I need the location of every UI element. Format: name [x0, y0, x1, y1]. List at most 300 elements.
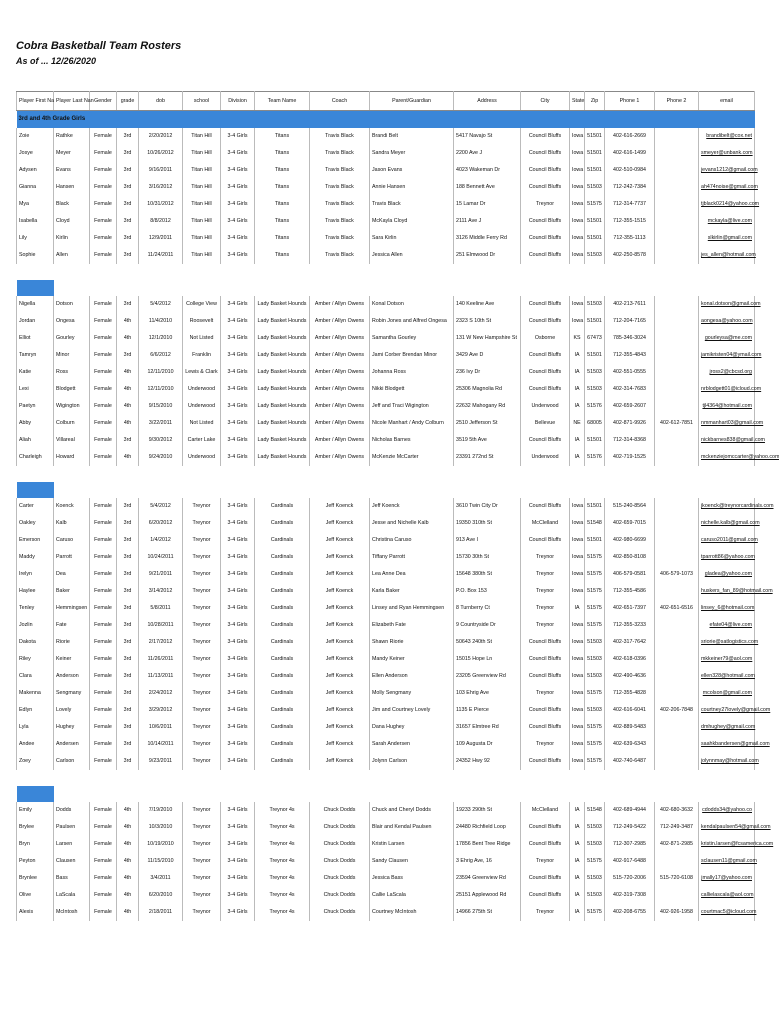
cell-last-name: Koenck — [54, 498, 90, 515]
cell-dob: 12/11/2010 — [139, 364, 183, 381]
cell-coach: Jeff Koenck — [310, 498, 370, 515]
cell-gender: Female — [90, 381, 117, 398]
cell-first-name: Edlyn — [17, 702, 54, 719]
cell-first-name: Elliot — [17, 330, 54, 347]
cell-email[interactable]: kristin.larsen@fcsamerica.com — [699, 836, 755, 853]
cell-coach: Jeff Koenck — [310, 600, 370, 617]
cell-state: Iowa — [570, 128, 585, 145]
cell-phone-1: 402-850-8108 — [605, 549, 655, 566]
cell-team-name: Lady Basket Hounds — [255, 330, 310, 347]
cell-division: 3-4 Girls — [221, 904, 255, 921]
cell-email[interactable]: aongesa@yahoo.com — [699, 313, 755, 330]
cell-team-name: Lady Basket Hounds — [255, 296, 310, 313]
cell-zip: 51575 — [585, 549, 605, 566]
cell-email[interactable]: smeyer@unbank.com — [699, 145, 755, 162]
cell-dob: 9/23/2011 — [139, 753, 183, 770]
cell-city: Council Bluffs — [521, 128, 570, 145]
cell-grade: 3rd — [117, 617, 139, 634]
cell-address: 24352 Hwy 92 — [454, 753, 521, 770]
cell-phone-2 — [655, 432, 699, 449]
cell-coach: Amber / Allyn Owens — [310, 313, 370, 330]
cell-state: IA — [570, 364, 585, 381]
cell-division: 3-4 Girls — [221, 432, 255, 449]
cell-gender: Female — [90, 651, 117, 668]
cell-team-name: Cardinals — [255, 651, 310, 668]
cell-dob: 10/14/2011 — [139, 736, 183, 753]
column-header: State — [570, 92, 585, 111]
cell-team-name: Cardinals — [255, 668, 310, 685]
cell-parent: McKayla Cloyd — [370, 213, 454, 230]
cell-school: College View — [183, 296, 221, 313]
cell-city: Council Bluffs — [521, 381, 570, 398]
cell-phone-1: 402-213-7611 — [605, 296, 655, 313]
cell-gender: Female — [90, 753, 117, 770]
cell-state: IA — [570, 904, 585, 921]
cell-gender: Female — [90, 904, 117, 921]
cell-gender: Female — [90, 719, 117, 736]
cell-school: Treynor — [183, 651, 221, 668]
cell-address: 15015 Hope Ln — [454, 651, 521, 668]
cell-first-name: Emerson — [17, 532, 54, 549]
cell-last-name: Paulsen — [54, 819, 90, 836]
cell-zip: 51501 — [585, 313, 605, 330]
cell-email[interactable]: jevans1212@gmail.com — [699, 162, 755, 179]
cell-parent: Linsey and Ryan Hemmingsen — [370, 600, 454, 617]
cell-city: McClelland — [521, 802, 570, 819]
cell-email[interactable]: huskers_fan_89@hotmail.com — [699, 583, 755, 600]
table-row — [17, 819, 755, 836]
cell-email[interactable]: courtmac5@icloud.com — [699, 904, 755, 921]
cell-email[interactable]: mcolson@gmail.com — [699, 685, 755, 702]
cell-team-name: Treynor 4s — [255, 853, 310, 870]
cell-parent: Shawn Riorie — [370, 634, 454, 651]
cell-email[interactable]: nichelle.kalb@gmail.com — [699, 515, 755, 532]
cell-address: 19233 290th St — [454, 802, 521, 819]
cell-coach: Jeff Koenck — [310, 651, 370, 668]
column-header: grade — [117, 92, 139, 111]
cell-email[interactable]: jolynnmay@hotmail.com — [699, 753, 755, 770]
table-row — [17, 515, 755, 532]
cell-team-name: Treynor 4s — [255, 904, 310, 921]
cell-division: 3-4 Girls — [221, 753, 255, 770]
cell-division: 3-4 Girls — [221, 179, 255, 196]
cell-zip: 51501 — [585, 230, 605, 247]
cell-email[interactable]: slkirlin@gmail.com — [699, 230, 755, 247]
cell-last-name: Sengmany — [54, 685, 90, 702]
cell-zip: 51576 — [585, 449, 605, 466]
cell-address: 3 Ehrig Ave, 16 — [454, 853, 521, 870]
cell-state: Iowa — [570, 549, 585, 566]
cell-phone-2: 402-206-7848 — [655, 702, 699, 719]
cell-phone-2 — [655, 213, 699, 230]
cell-dob: 10/24/2011 — [139, 549, 183, 566]
cell-phone-1: 402-659-2607 — [605, 398, 655, 415]
cell-state: Iowa — [570, 179, 585, 196]
cell-coach: Amber / Allyn Owens — [310, 432, 370, 449]
cell-address: 22632 Mahogany Rd — [454, 398, 521, 415]
cell-email[interactable]: courtney27lovely@gmail.com — [699, 702, 755, 719]
cell-team-name: Cardinals — [255, 736, 310, 753]
cell-parent: Dana Hughey — [370, 719, 454, 736]
cell-coach: Jeff Koenck — [310, 736, 370, 753]
cell-first-name: Abby — [17, 415, 54, 432]
cell-phone-2 — [655, 364, 699, 381]
cell-email[interactable]: ah474noise@gmail.com — [699, 179, 755, 196]
column-header: Player Last Nan — [54, 92, 90, 111]
cell-phone-2 — [655, 347, 699, 364]
cell-state: IA — [570, 853, 585, 870]
cell-address: 31657 Elmtree Rd — [454, 719, 521, 736]
cell-school: Not Listed — [183, 330, 221, 347]
cell-email[interactable]: nickbarnes838@gmail.com — [699, 432, 755, 449]
cell-gender: Female — [90, 398, 117, 415]
table-row — [17, 549, 755, 566]
cell-phone-2 — [655, 313, 699, 330]
cell-gender: Female — [90, 179, 117, 196]
cell-email[interactable]: tparrott86@yahoo.com — [699, 549, 755, 566]
cell-phone-2: 402-871-2985 — [655, 836, 699, 853]
cell-team-name: Cardinals — [255, 532, 310, 549]
cell-zip: 51503 — [585, 870, 605, 887]
cell-email[interactable]: cdodds34@yahoo.co — [699, 802, 755, 819]
cell-phone-2 — [655, 753, 699, 770]
cell-phone-1: 402-719-1525 — [605, 449, 655, 466]
cell-gender: Female — [90, 313, 117, 330]
cell-last-name: Anderson — [54, 668, 90, 685]
cell-first-name: Nigella — [17, 296, 54, 313]
cell-last-name: Parrott — [54, 549, 90, 566]
table-row — [17, 904, 755, 921]
cell-parent: Robin Jones and Alfred Ongesa — [370, 313, 454, 330]
cell-gender: Female — [90, 802, 117, 819]
cell-email[interactable]: mckayla@live.com — [699, 213, 755, 230]
cell-phone-2 — [655, 617, 699, 634]
cell-coach: Chuck Dodds — [310, 870, 370, 887]
table-row — [17, 230, 755, 247]
cell-school: Treynor — [183, 566, 221, 583]
cell-address: 3429 Ave D — [454, 347, 521, 364]
cell-team-name: Lady Basket Hounds — [255, 415, 310, 432]
cell-grade: 3rd — [117, 719, 139, 736]
cell-parent: Annie Hansen — [370, 179, 454, 196]
group-separator — [17, 786, 755, 802]
cell-division: 3-4 Girls — [221, 634, 255, 651]
cell-division: 3-4 Girls — [221, 887, 255, 904]
cell-email[interactable]: nmmanhart03@gmail.com — [699, 415, 755, 432]
cell-first-name: Josye — [17, 145, 54, 162]
cell-parent: Travis Black — [370, 196, 454, 213]
cell-phone-2 — [655, 179, 699, 196]
cell-gender: Female — [90, 668, 117, 685]
cell-team-name: Lady Basket Hounds — [255, 313, 310, 330]
cell-zip: 51575 — [585, 719, 605, 736]
cell-city: Council Bluffs — [521, 532, 570, 549]
cell-email[interactable]: mckenziejomccarter@yahoo.com — [699, 449, 755, 466]
cell-gender: Female — [90, 498, 117, 515]
cell-phone-2: 406-579-1073 — [655, 566, 699, 583]
cell-first-name: Lexi — [17, 381, 54, 398]
cell-email[interactable]: kendalpaulsen54@gmail.com — [699, 819, 755, 836]
cell-email[interactable]: caruso2011@gmail.com — [699, 532, 755, 549]
cell-gender: Female — [90, 532, 117, 549]
cell-gender: Female — [90, 600, 117, 617]
cell-parent: Sandy Clausen — [370, 853, 454, 870]
cell-team-name: Treynor 4s — [255, 802, 310, 819]
cell-address: 3126 Middle Ferry Rd — [454, 230, 521, 247]
table-row — [17, 532, 755, 549]
cell-school: Treynor — [183, 802, 221, 819]
cell-address: 236 Ivy Dr — [454, 364, 521, 381]
cell-phone-1: 712-355-1515 — [605, 213, 655, 230]
cell-email[interactable]: sclausen11@gmail.com — [699, 853, 755, 870]
cell-email[interactable]: jes_allen@hotmail.com — [699, 247, 755, 264]
cell-state: Iowa — [570, 566, 585, 583]
cell-grade: 4th — [117, 802, 139, 819]
column-header: Phone 1 — [605, 92, 655, 111]
cell-dob: 11/15/2010 — [139, 853, 183, 870]
cell-school: Treynor — [183, 549, 221, 566]
cell-email[interactable]: tjblack0214@yahoo.com — [699, 196, 755, 213]
cell-division: 3-4 Girls — [221, 296, 255, 313]
cell-first-name: Paetyn — [17, 398, 54, 415]
cell-phone-1: 515-240-8564 — [605, 498, 655, 515]
cell-grade: 3rd — [117, 753, 139, 770]
cell-team-name: Cardinals — [255, 685, 310, 702]
cell-zip: 51575 — [585, 600, 605, 617]
cell-email[interactable]: konal.dotson@gmail.com — [699, 296, 755, 313]
cell-address: 131 W New Hampshire St — [454, 330, 521, 347]
table-row — [17, 634, 755, 651]
cell-grade: 3rd — [117, 515, 139, 532]
cell-email[interactable]: linsey_6@hotmail.com — [699, 600, 755, 617]
cell-dob: 5/4/2012 — [139, 498, 183, 515]
column-header: Address — [454, 92, 521, 111]
cell-gender: Female — [90, 853, 117, 870]
cell-city: Council Bluffs — [521, 162, 570, 179]
cell-last-name: Dodds — [54, 802, 90, 819]
cell-city: Council Bluffs — [521, 145, 570, 162]
cell-phone-1: 406-579-0581 — [605, 566, 655, 583]
cell-email[interactable]: nrblodgett01@icloud.com — [699, 381, 755, 398]
cell-last-name: Clausen — [54, 853, 90, 870]
cell-first-name: Riley — [17, 651, 54, 668]
cell-school: Treynor — [183, 887, 221, 904]
cell-first-name: Bryn — [17, 836, 54, 853]
cell-dob: 9/16/2011 — [139, 162, 183, 179]
cell-email[interactable]: gourleysa@me.com — [699, 330, 755, 347]
cell-parent: Samantha Gourley — [370, 330, 454, 347]
cell-first-name: Irelyn — [17, 566, 54, 583]
cell-email[interactable]: saahkbandersen@gmail.com — [699, 736, 755, 753]
cell-zip: 51548 — [585, 802, 605, 819]
cell-coach: Chuck Dodds — [310, 819, 370, 836]
cell-school: Titan Hill — [183, 162, 221, 179]
cell-team-name: Titans — [255, 179, 310, 196]
cell-zip: 51501 — [585, 213, 605, 230]
cell-parent: Jesse and Nichelle Kalb — [370, 515, 454, 532]
cell-first-name: Isabella — [17, 213, 54, 230]
cell-school: Treynor — [183, 498, 221, 515]
column-header: Gender — [90, 92, 117, 111]
table-row — [17, 128, 755, 145]
cell-coach: Amber / Allyn Owens — [310, 330, 370, 347]
cell-parent: McKenzie McCarter — [370, 449, 454, 466]
cell-email[interactable]: brandibelt@cox.net — [699, 128, 755, 145]
cell-city: Council Bluffs — [521, 179, 570, 196]
cell-division: 3-4 Girls — [221, 583, 255, 600]
cell-coach: Jeff Koenck — [310, 685, 370, 702]
cell-email[interactable]: jmally17@yahoo.com — [699, 870, 755, 887]
cell-first-name: Lily — [17, 230, 54, 247]
cell-coach: Chuck Dodds — [310, 836, 370, 853]
cell-division: 3-4 Girls — [221, 532, 255, 549]
cell-last-name: Keiner — [54, 651, 90, 668]
cell-first-name: Alexis — [17, 904, 54, 921]
cell-division: 3-4 Girls — [221, 196, 255, 213]
cell-dob: 10/3/2010 — [139, 819, 183, 836]
cell-first-name: Charleigh — [17, 449, 54, 466]
table-row — [17, 247, 755, 264]
cell-phone-2 — [655, 736, 699, 753]
cell-address: 140 Keeline Ave — [454, 296, 521, 313]
cell-team-name: Cardinals — [255, 498, 310, 515]
cell-state: Iowa — [570, 515, 585, 532]
cell-school: Treynor — [183, 600, 221, 617]
cell-team-name: Titans — [255, 162, 310, 179]
cell-school: Carter Lake — [183, 432, 221, 449]
cell-school: Titan Hill — [183, 230, 221, 247]
cell-phone-2 — [655, 247, 699, 264]
cell-first-name: Katie — [17, 364, 54, 381]
table-row — [17, 179, 755, 196]
cell-dob: 12/11/2010 — [139, 381, 183, 398]
cell-state: Iowa — [570, 702, 585, 719]
section-row — [17, 111, 755, 129]
cell-last-name: Gourley — [54, 330, 90, 347]
cell-zip: 51575 — [585, 196, 605, 213]
cell-division: 3-4 Girls — [221, 213, 255, 230]
cell-state: Iowa — [570, 498, 585, 515]
cell-dob: 8/8/2012 — [139, 213, 183, 230]
cell-grade: 4th — [117, 887, 139, 904]
cell-first-name: Oakley — [17, 515, 54, 532]
cell-division: 3-4 Girls — [221, 870, 255, 887]
cell-first-name: Aliah — [17, 432, 54, 449]
cell-phone-2 — [655, 145, 699, 162]
cell-coach: Chuck Dodds — [310, 904, 370, 921]
cell-dob: 3/29/2012 — [139, 702, 183, 719]
cell-grade: 3rd — [117, 736, 139, 753]
cell-team-name: Treynor 4s — [255, 870, 310, 887]
cell-parent: Chuck and Cheryl Dodds — [370, 802, 454, 819]
cell-address: 109 Augusta Dr — [454, 736, 521, 753]
cell-dob: 6/20/2010 — [139, 887, 183, 904]
cell-first-name: Tenley — [17, 600, 54, 617]
cell-state: KS — [570, 330, 585, 347]
cell-email[interactable]: efate04@live.com — [699, 617, 755, 634]
cell-school: Titan Hill — [183, 196, 221, 213]
cell-parent: Nicole Manhart / Andy Colburn — [370, 415, 454, 432]
cell-division: 3-4 Girls — [221, 819, 255, 836]
cell-address: 23391 272nd St — [454, 449, 521, 466]
cell-team-name: Cardinals — [255, 583, 310, 600]
cell-school: Treynor — [183, 515, 221, 532]
table-row — [17, 432, 755, 449]
cell-last-name: Cloyd — [54, 213, 90, 230]
cell-state: IA — [570, 600, 585, 617]
cell-email[interactable]: gladea@yahoo.com — [699, 566, 755, 583]
page-subtitle: As of ... 12/26/2020 — [16, 56, 97, 66]
cell-coach: Travis Black — [310, 179, 370, 196]
cell-state: IA — [570, 432, 585, 449]
cell-phone-1: 402-740-6487 — [605, 753, 655, 770]
group-separator — [17, 264, 755, 280]
column-header: school — [183, 92, 221, 111]
cell-team-name: Titans — [255, 196, 310, 213]
cell-phone-1: 712-249-5422 — [605, 819, 655, 836]
cell-gender: Female — [90, 566, 117, 583]
cell-zip: 51548 — [585, 515, 605, 532]
cell-grade: 3rd — [117, 128, 139, 145]
cell-last-name: Larsen — [54, 836, 90, 853]
cell-gender: Female — [90, 836, 117, 853]
cell-gender: Female — [90, 196, 117, 213]
cell-email[interactable]: sriorie@satlogistics.com — [699, 634, 755, 651]
cell-gender: Female — [90, 415, 117, 432]
cell-city: Council Bluffs — [521, 702, 570, 719]
cell-parent: Konal Dotson — [370, 296, 454, 313]
cell-email[interactable]: jkoenck@treynorcardinals.com — [699, 498, 755, 515]
table-row — [17, 398, 755, 415]
cell-phone-2 — [655, 230, 699, 247]
cell-state: Iowa — [570, 532, 585, 549]
cell-zip: 51503 — [585, 836, 605, 853]
cell-phone-2: 402-651-6516 — [655, 600, 699, 617]
cell-division: 3-4 Girls — [221, 702, 255, 719]
cell-email[interactable]: jamikristen04@ymail.com — [699, 347, 755, 364]
cell-grade: 3rd — [117, 230, 139, 247]
cell-phone-2 — [655, 330, 699, 347]
cell-team-name: Lady Basket Hounds — [255, 432, 310, 449]
cell-dob: 9/21/2011 — [139, 566, 183, 583]
cell-coach: Jeff Koenck — [310, 702, 370, 719]
cell-gender: Female — [90, 634, 117, 651]
cell-dob: 1/4/2012 — [139, 532, 183, 549]
cell-phone-2 — [655, 498, 699, 515]
cell-email[interactable]: ellen328@hotmail.com — [699, 668, 755, 685]
cell-email[interactable]: callielascala@aol.com — [699, 887, 755, 904]
cell-last-name: Kirlin — [54, 230, 90, 247]
cell-zip: 51501 — [585, 162, 605, 179]
cell-parent: Jami Corber Brendan Minor — [370, 347, 454, 364]
cell-grade: 4th — [117, 870, 139, 887]
table-row — [17, 498, 755, 515]
cell-email[interactable]: mkkeiner79@aol.com — [699, 651, 755, 668]
cell-phone-1: 402-319-7308 — [605, 887, 655, 904]
cell-state: Iowa — [570, 213, 585, 230]
cell-city: Underwood — [521, 449, 570, 466]
cell-city: Treynor — [521, 617, 570, 634]
cell-email[interactable]: dmhughey@gmail.com — [699, 719, 755, 736]
column-header: City — [521, 92, 570, 111]
cell-email[interactable]: tjl4364@hotmail.com — [699, 398, 755, 415]
cell-dob: 11/4/2010 — [139, 313, 183, 330]
cell-division: 3-4 Girls — [221, 600, 255, 617]
cell-phone-2 — [655, 668, 699, 685]
cell-parent: Callie LaScala — [370, 887, 454, 904]
cell-gender: Female — [90, 449, 117, 466]
cell-email[interactable]: jross2@cbcsd.org — [699, 364, 755, 381]
